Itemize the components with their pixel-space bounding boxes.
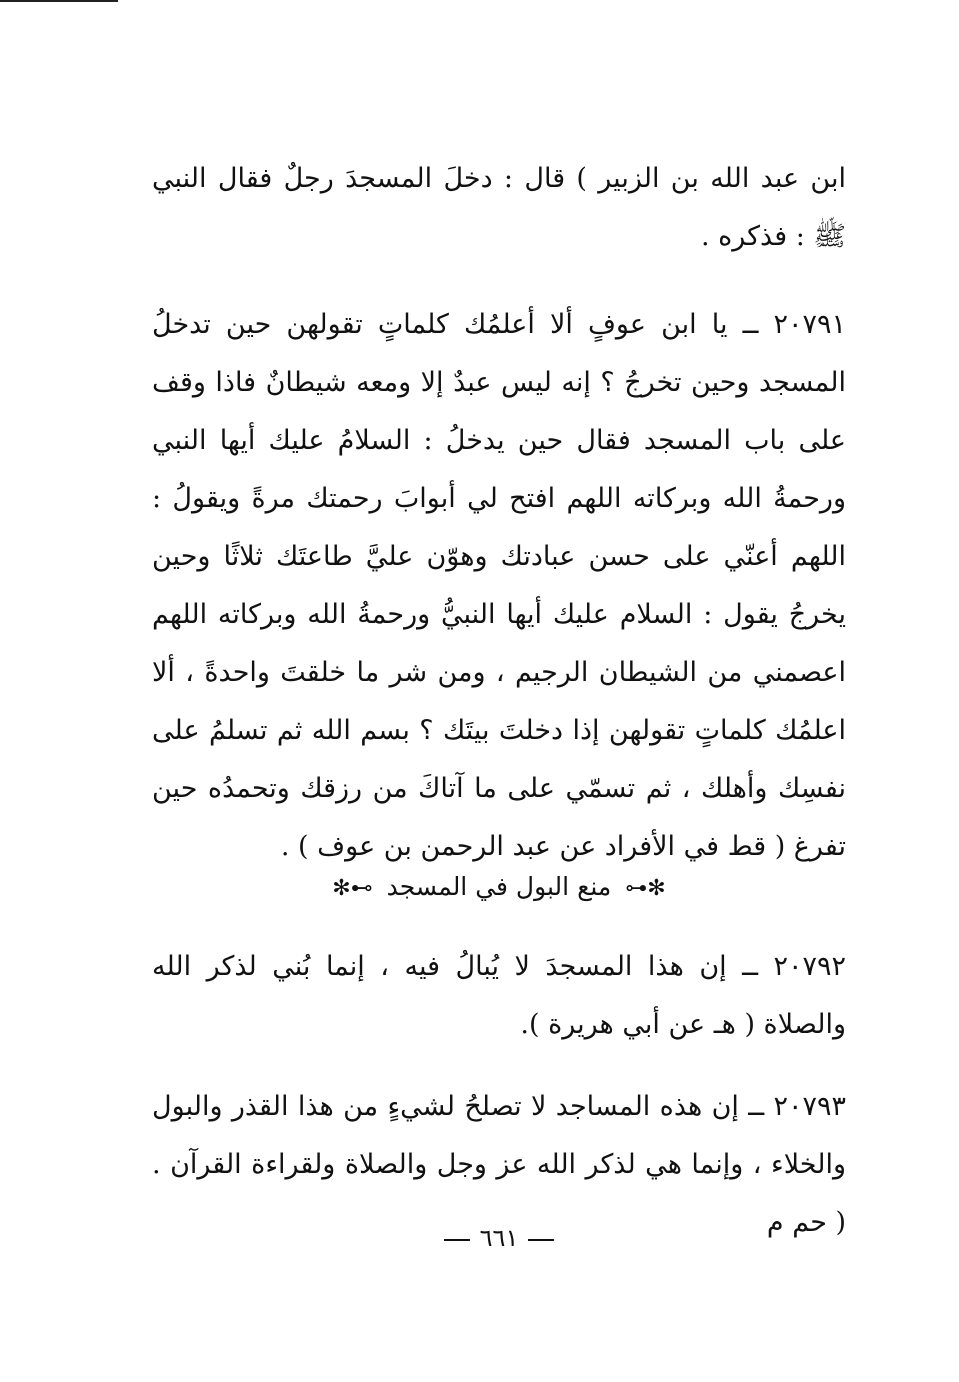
paragraph-continuation: ابن عبد الله بن الزبير ) قال : دخلَ المسجدَ رجلٌ فقال النبي ﷺ : فذكره . xyxy=(152,163,846,252)
dash-left xyxy=(444,1239,470,1241)
paragraph-hadith-20793: ٢٠٧٩٣ ــ إن هذه المساجد لا تصلحُ لشيءٍ من هذا القذر والبول والخلاء ، وإنما هي لذكر الله عز وجل والصلاة ولقراءة القرآن . ( حم م xyxy=(152,1091,846,1238)
section-heading xyxy=(152,862,846,912)
dash-right xyxy=(528,1239,554,1241)
page-number: ٦٦١ xyxy=(479,1224,519,1252)
top-rule xyxy=(0,0,118,2)
page-number-footer xyxy=(152,1218,846,1258)
section-heading-title: منع البول في المسجد xyxy=(386,872,612,901)
ornament-right-icon: ✻⊷ xyxy=(625,876,666,901)
paragraph-hadith-20791: ٢٠٧٩١ ــ يا ابن عوفٍ ألا أعلمُك كلماتٍ تقولهن حين تدخلُ المسجد وحين تخرجُ ؟ إنه ليس عبدٌ إلا ومعه شيطانٌ فاذا وقف على باب المسجد فقال حين يدخلُ : السلامُ عليك أيها النبي ورحمةُ الله وبركاته اللهم افتح لي أبوابَ رحمتك مرةً ويقولُ : اللهم أعنّي على حسن عبادتك وهوّن عليَّ طاعتَك ثلاثًا وحين يخرجُ يقول : السلام عليك أيها النبيُّ ورحمةُ الله وبركاته اللهم اعصمني من الشيطان الرجيم ، ومن شر ما خلقتَ واحدةً ، ألا اعلمُك كلماتٍ تقولهن إذا دخلتَ بيتَك ؟ بسم الله ثم تسلمُ على نفسِك وأهلك ، ثم تسمّي على ما آتاكَ من رزقك وتحمدُه حين تفرغ ( قط في الأفراد عن عبد الرحمن بن عوف ) . xyxy=(152,309,846,862)
paragraph-hadith-20792: ٢٠٧٩٢ ــ إن هذا المسجدَ لا يُبالُ فيه ، إنما بُني لذكر الله والصلاة ( هـ عن أبي هريرة ). xyxy=(152,951,846,1040)
ornament-left-icon: ⊶✻ xyxy=(332,876,373,901)
